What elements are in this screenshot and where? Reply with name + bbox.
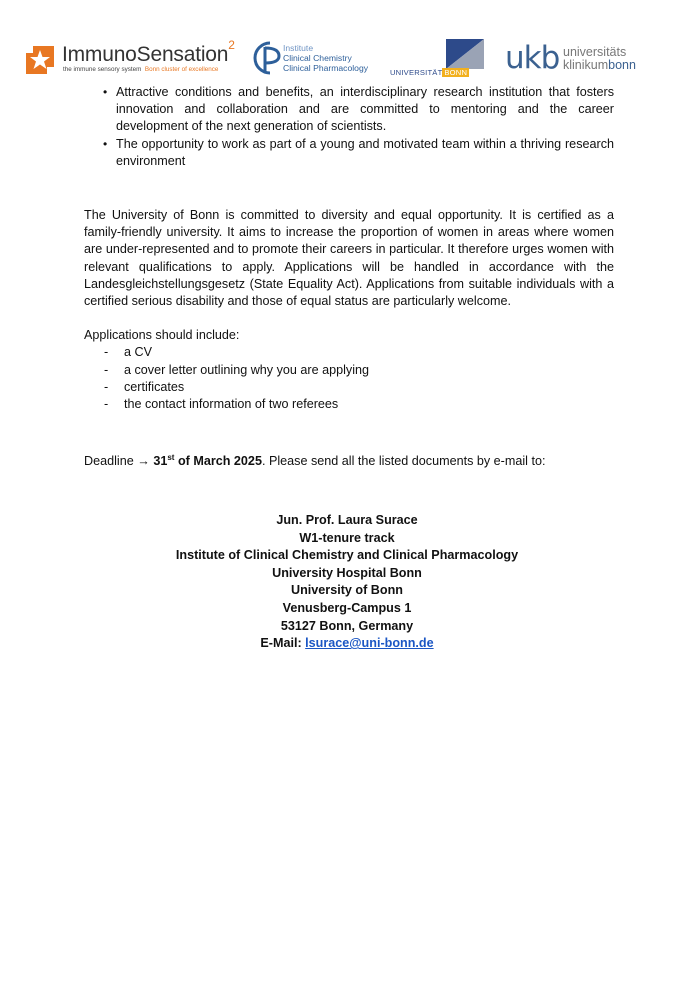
university-bonn-text: UNIVERSITÄT BONN: [390, 68, 468, 77]
deadline-line: Deadline → 31st of March 2025. Please send all the listed documents by e-mail to:: [84, 453, 546, 469]
institute-cp-mark-icon: [250, 39, 284, 77]
diversity-paragraph: The University of Bonn is committed to diversity and equal opportunity. It is certified as a family-friendly university. It aims to increase the proportion of women in areas where women are under-represented and to promote their careers in particular. It therefore urges women with relevant qualifications to apply. Applications will be handled in accordance with the Landesgleichstellungsgesetz (State Equality Act). Applications from suitable individuals with a certified serious disability and those of equal status are particularly welcome.: [84, 208, 614, 309]
contact-name: Jun. Prof. Laura Surace: [276, 513, 418, 527]
immunosensation-mark-icon: [26, 46, 54, 74]
logo-header: [0, 0, 694, 90]
university-bonn-mark-icon: [446, 39, 484, 69]
contact-position: W1-tenure track: [299, 530, 395, 545]
ukb-mark: ukb: [505, 40, 560, 76]
applications-list: [84, 344, 614, 413]
contact-address: [0, 512, 694, 653]
list-item: - a cover letter outlining why you are applying: [84, 362, 614, 379]
applications-heading: Applications should include:: [84, 328, 240, 343]
immunosensation-name: ImmunoSensation$^2$: [62, 38, 235, 66]
deadline-date: 31st of March 2025: [153, 453, 262, 469]
email-link[interactable]: lsurace@uni-bonn.de: [305, 636, 434, 651]
contact-university: University of Bonn: [291, 583, 403, 598]
main-content: [84, 84, 614, 471]
contact-institute: Institute of Clinical Chemistry and Clinical Pharmacology: [175, 548, 519, 563]
ukb-logo-text: universitäts klinikumbonn: [563, 45, 636, 72]
list-item: - a CV: [84, 344, 614, 361]
immunosensation-logo: [26, 38, 246, 78]
list-item: • The opportunity to work as part of a young and motivated team within a thriving research environment: [84, 136, 614, 170]
benefits-list: [84, 84, 614, 170]
contact-hospital: University Hospital Bonn: [272, 565, 422, 580]
list-item: - certificates: [84, 379, 614, 396]
ukb-logo: [505, 40, 645, 80]
list-item: • Attractive conditions and benefits, an interdisciplinary research institution that fosters innovation and collaboration and are committed to mentoring and the career development of the next generation of scientists.: [84, 84, 614, 136]
contact-email-line: E-Mail: lsurace@uni-bonn.de: [260, 636, 434, 651]
immunosensation-tagline: the immune sensory system Bonn cluster of excellence: [63, 66, 219, 73]
contact-street: Venusberg-Campus 1: [282, 600, 412, 615]
institute-logo-text: Institute Clinical Chemistry Clinical Pharmacology: [283, 43, 369, 73]
institute-logo: [250, 39, 380, 79]
contact-city: 53127 Bonn, Germany: [280, 618, 414, 633]
list-item: - the contact information of two referees: [84, 396, 614, 413]
university-bonn-logo: [388, 39, 486, 79]
